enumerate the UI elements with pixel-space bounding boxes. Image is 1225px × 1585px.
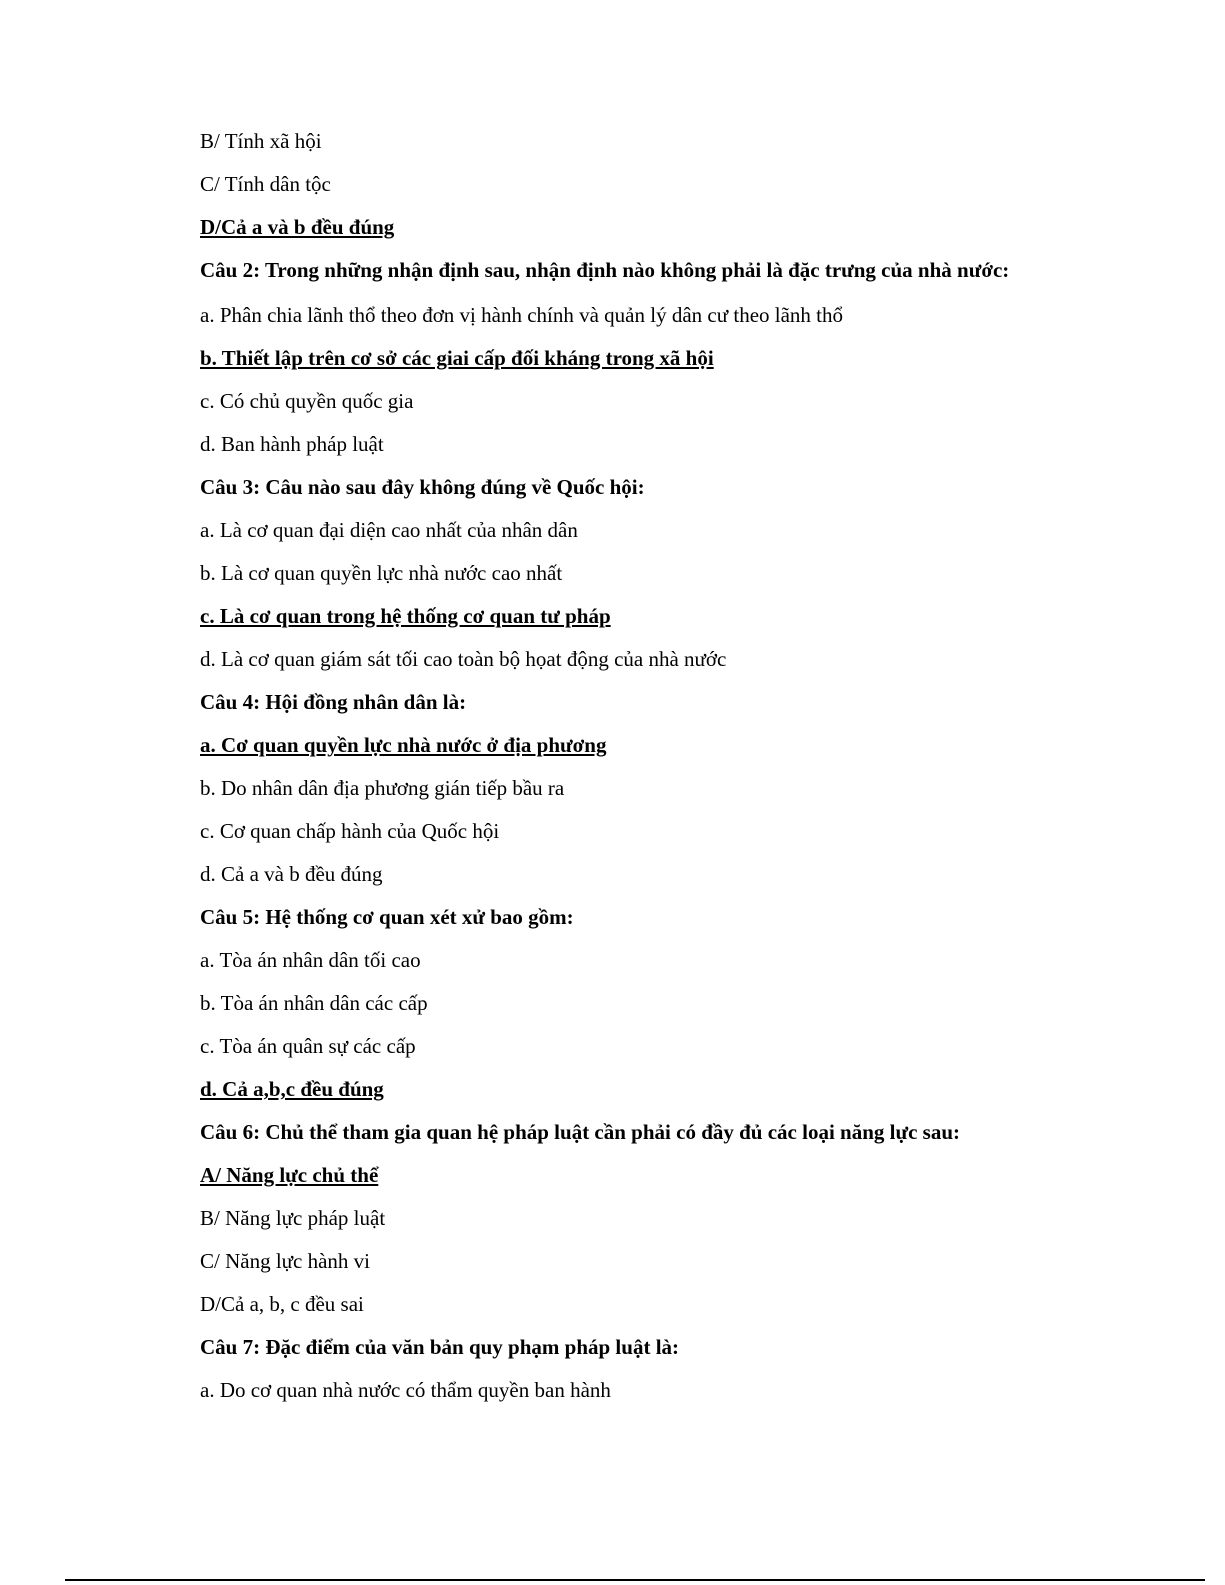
option-c-national-nature: C/ Tính dân tộc [200, 172, 331, 196]
q2-option-a: a. Phân chia lãnh thổ theo đơn vị hành chính và quản lý dân cư theo lãnh thổ [200, 303, 844, 327]
q6-option-c: C/ Năng lực hành vi [200, 1249, 371, 1273]
q4-option-b: b. Do nhân dân địa phương gián tiếp bầu ra [200, 776, 565, 800]
q4-option-d: d. Cả a và b đều đúng [200, 862, 383, 886]
answer-q2: b. Thiết lập trên cơ sở các giai cấp đối kháng trong xã hội [200, 346, 714, 370]
q2-option-d: d. Ban hành pháp luật [200, 432, 384, 456]
q2-option-c: c. Có chủ quyền quốc gia [200, 389, 414, 413]
q3-option-b: b. Là cơ quan quyền lực nhà nước cao nhất [200, 561, 563, 585]
question-7: Câu 7: Đặc điểm của văn bản quy phạm pháp luật là: [200, 1335, 680, 1359]
answer-q6: A/ Năng lực chủ thể [200, 1163, 379, 1187]
q3-option-d: d. Là cơ quan giám sát tối cao toàn bộ họat động của nhà nước [200, 647, 727, 671]
q7-option-a: a. Do cơ quan nhà nước có thẩm quyền ban hành [200, 1378, 611, 1402]
question-4: Câu 4: Hội đồng nhân dân là: [200, 690, 467, 714]
q5-option-b: b. Tòa án nhân dân các cấp [200, 991, 428, 1015]
q5-option-a: a. Tòa án nhân dân tối cao [200, 948, 421, 972]
q4-option-c: c. Cơ quan chấp hành của Quốc hội [200, 819, 500, 843]
question-3: Câu 3: Câu nào sau đây không đúng về Quốc hội: [200, 475, 645, 499]
question-2: Câu 2: Trong những nhận định sau, nhận định nào không phải là đặc trưng của nhà nước: [200, 258, 1010, 282]
q6-option-b: B/ Năng lực pháp luật [200, 1206, 386, 1230]
answer-q4: a. Cơ quan quyền lực nhà nước ở địa phương [200, 733, 607, 757]
answer-q5: d. Cả a,b,c đều đúng [200, 1077, 384, 1101]
answer-q1: D/Cả a và b đều đúng [200, 215, 395, 239]
answer-q3: c. Là cơ quan trong hệ thống cơ quan tư pháp [200, 604, 611, 628]
option-b-social-nature: B/ Tính xã hội [200, 129, 322, 153]
page-bottom-rule [65, 1579, 1205, 1581]
q3-option-a: a. Là cơ quan đại diện cao nhất của nhân dân [200, 518, 578, 542]
question-6: Câu 6: Chủ thể tham gia quan hệ pháp luật cần phải có đầy đủ các loại năng lực sau: [200, 1120, 961, 1144]
q5-option-c: c. Tòa án quân sự các cấp [200, 1034, 416, 1058]
question-5: Câu 5: Hệ thống cơ quan xét xử bao gồm: [200, 905, 574, 929]
q6-option-d: D/Cả a, b, c đều sai [200, 1292, 364, 1316]
